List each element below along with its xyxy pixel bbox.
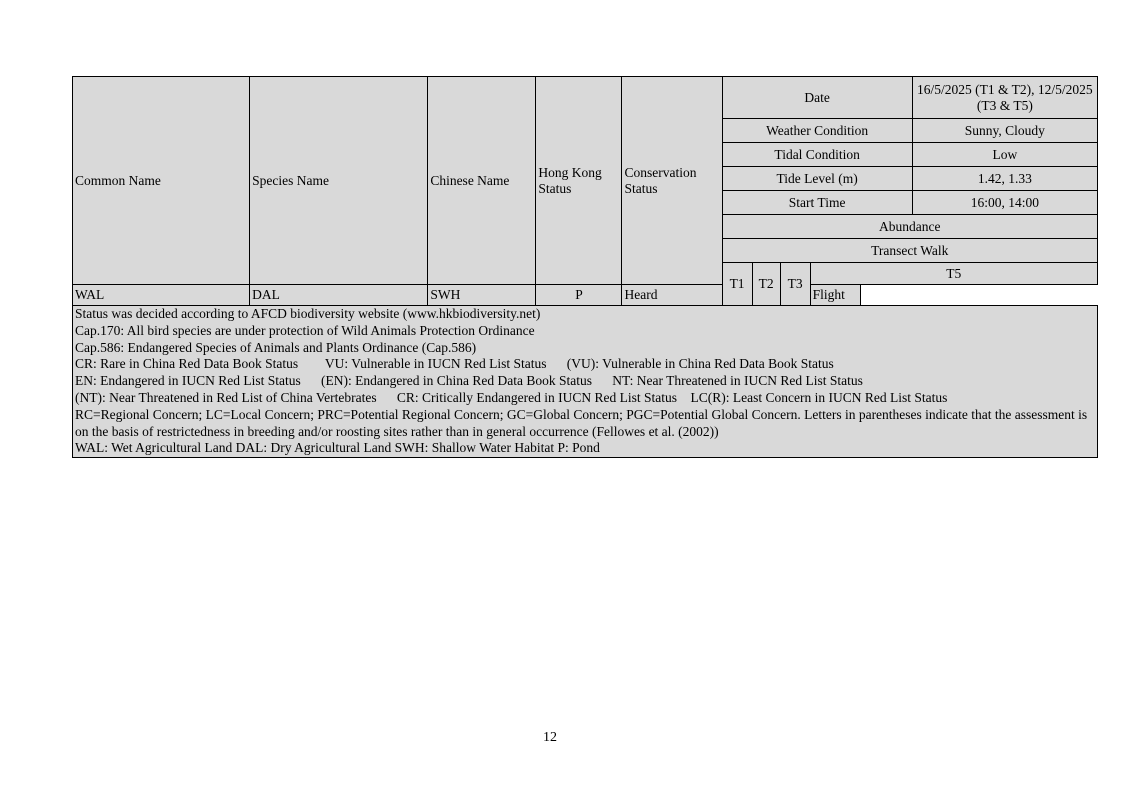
header-common-name: Common Name: [73, 77, 250, 285]
header-chinese-name: Chinese Name: [428, 77, 536, 285]
bird-survey-table: [72, 76, 1098, 458]
note-line: CR: Rare in China Red Data Book Status VU: Vulnerable in IUCN Red List Status (VU): Vulnerable in China Red Data Book Status: [75, 356, 834, 372]
survey-info-label: Start Time: [722, 191, 912, 215]
note-line: EN: Endangered in IUCN Red List Status (EN): Endangered in China Red Data Book Status NT: Near Threatened in IUCN Red List Status: [75, 373, 863, 389]
t5-subcolumn-wal: WAL: [73, 285, 250, 306]
header-hong-kong-status: Hong Kong Status: [536, 77, 622, 285]
survey-info-value: 1.42, 1.33: [912, 167, 1097, 191]
header-species-name: Species Name: [250, 77, 428, 285]
note-line: Cap.586: Endangered Species of Animals and Plants Ordinance (Cap.586): [75, 339, 477, 355]
note-line: (NT): Near Threatened in Red List of China Vertebrates CR: Critically Endangered in IUCN Red List Status LC(R): Least Concern in IUCN Red List Status: [75, 389, 948, 405]
transect-t2-header: T2: [752, 263, 780, 306]
t5-subcolumn-dal: DAL: [250, 285, 428, 306]
t5-subcolumn-flight: Flight: [810, 285, 860, 306]
table-notes: [73, 306, 1098, 458]
transect-walk-header: Transect Walk: [722, 239, 1097, 263]
note-line: RC=Regional Concern; LC=Local Concern; PRC=Potential Regional Concern; GC=Global Concern; PGC=Potential Global Concern. Letters in parentheses indicate that the assessment is on the basis of restrictedness in breeding and/or roosting sites rather than in general occurrence (Fellowes et al. (2002)): [75, 406, 1088, 439]
t5-subcolumn-p: P: [536, 285, 622, 306]
survey-info-value: Low: [912, 143, 1097, 167]
page-number: 12: [543, 730, 557, 745]
note-line: Status was decided according to AFCD biodiversity website (www.hkbiodiversity.net): [75, 306, 541, 321]
t5-subcolumn-swh: SWH: [428, 285, 536, 306]
transect-t3-header: T3: [780, 263, 810, 306]
abundance-header: Abundance: [722, 215, 1097, 239]
note-line: WAL: Wet Agricultural Land DAL: Dry Agricultural Land SWH: Shallow Water Habitat P: Pond: [75, 440, 600, 456]
header-conservation-status: Conservation Status: [622, 77, 722, 285]
survey-info-label: Tide Level (m): [722, 167, 912, 191]
t5-subcolumn-heard: Heard: [622, 285, 722, 306]
survey-info-value: 16:00, 14:00: [912, 191, 1097, 215]
transect-t5-header: T5: [810, 263, 1097, 285]
note-line: Cap.170: All bird species are under protection of Wild Animals Protection Ordinance: [75, 322, 535, 338]
survey-info-label: Date: [722, 77, 912, 119]
transect-t1-header: T1: [722, 263, 752, 306]
survey-info-value: 16/5/2025 (T1 & T2), 12/5/2025 (T3 & T5): [912, 77, 1097, 119]
survey-info-value: Sunny, Cloudy: [912, 119, 1097, 143]
survey-info-label: Weather Condition: [722, 119, 912, 143]
survey-info-label: Tidal Condition: [722, 143, 912, 167]
